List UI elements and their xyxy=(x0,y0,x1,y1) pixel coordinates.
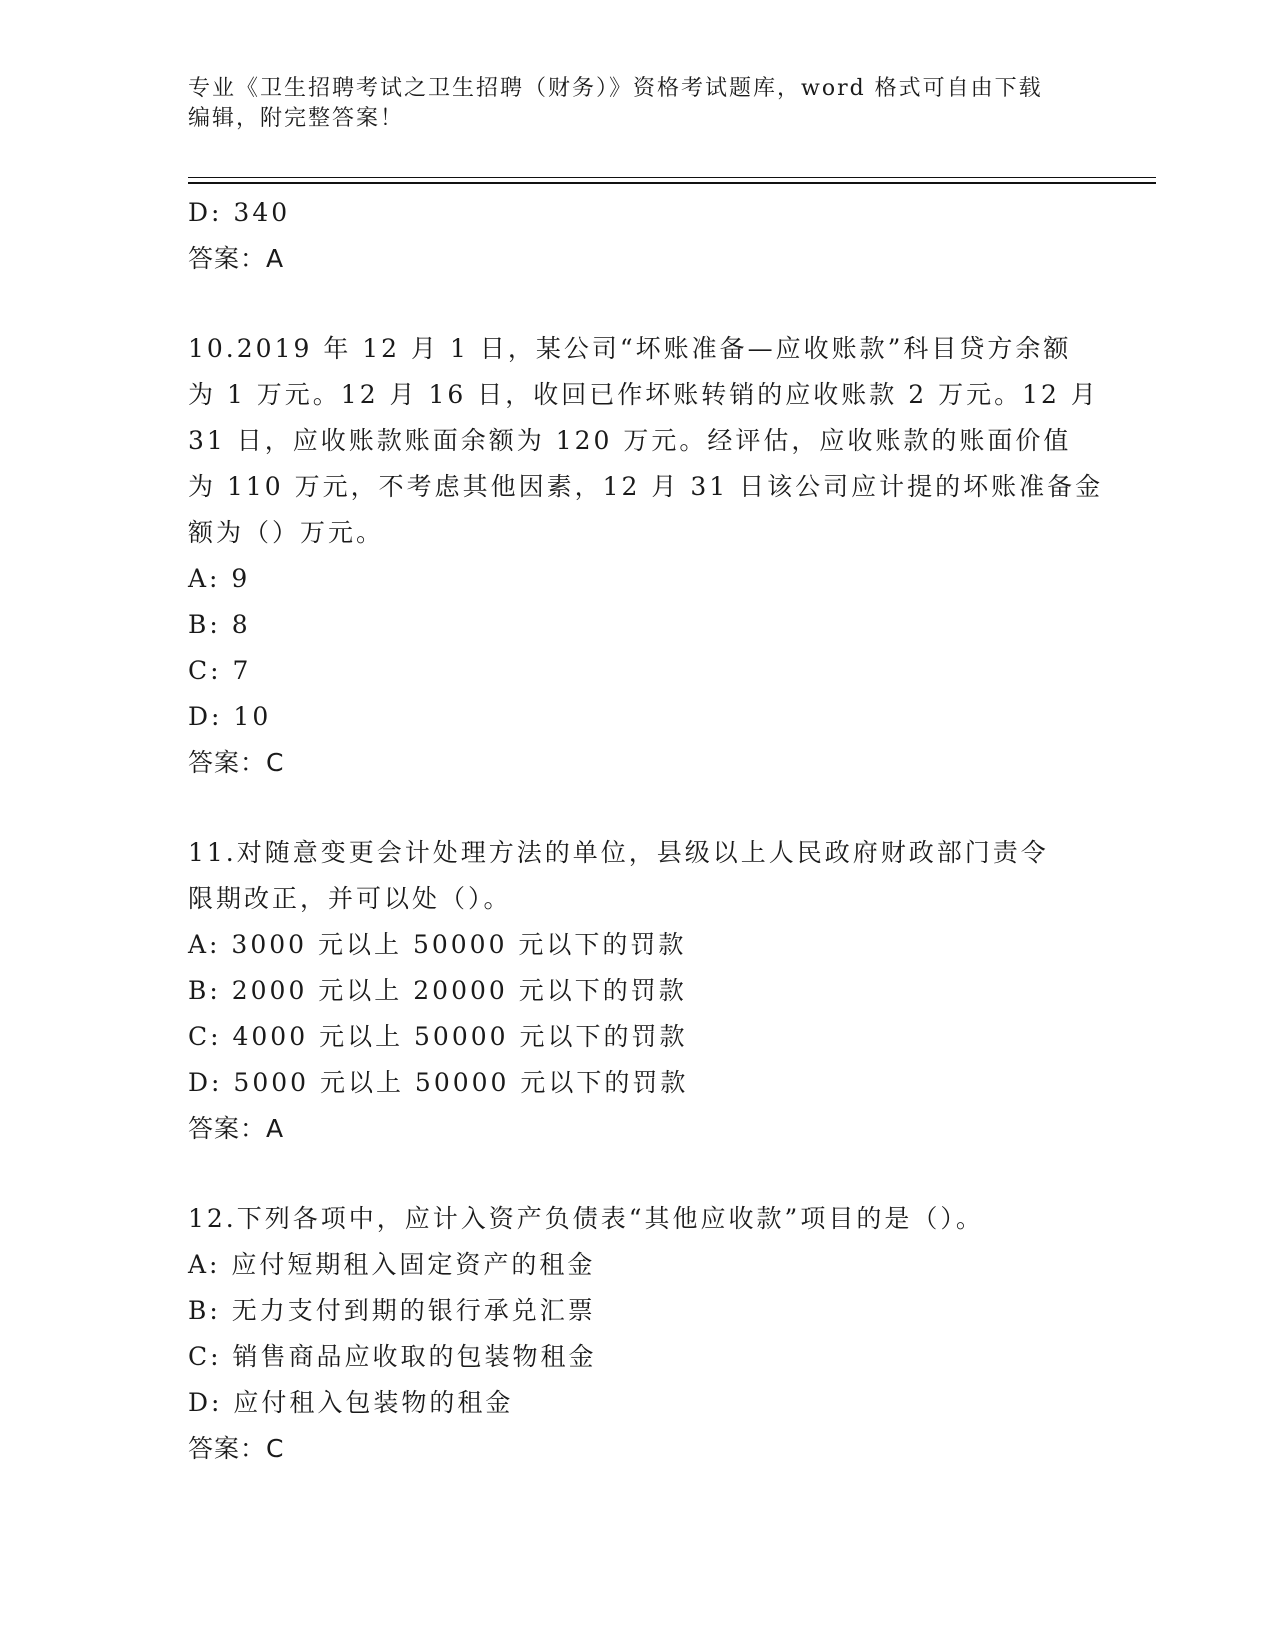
document-body xyxy=(188,190,1104,1472)
option-c: C: 4000 元以上 50000 元以下的罚款 xyxy=(188,1022,688,1051)
question-text-line: 为 1 万元。12 月 16 日，收回已作坏账转销的应收账款 2 万元。12 月 xyxy=(188,380,1099,409)
option-d: D: 5000 元以上 50000 元以下的罚款 xyxy=(188,1068,689,1097)
spacer xyxy=(188,282,1088,326)
option-a: A: 9 xyxy=(188,564,251,593)
question-10 xyxy=(188,326,1104,786)
answer: 答案：C xyxy=(188,748,285,777)
option-b: B: 无力支付到期的银行承兑汇票 xyxy=(188,1296,596,1325)
option-c: C: 销售商品应收取的包装物租金 xyxy=(188,1342,597,1371)
question-text-line: 为 110 万元，不考虑其他因素，12 月 31 日该公司应计提的坏账准备金 xyxy=(188,472,1104,501)
header-line-2: 编辑，附完整答案！ xyxy=(188,106,405,131)
answer: 答案：C xyxy=(188,1434,285,1463)
header-rule-thin xyxy=(188,177,1156,178)
answer: 答案：A xyxy=(188,1114,285,1143)
header-line-1: 专业《卫生招聘考试之卫生招聘（财务）》资格考试题库，word 格式可自由下载 xyxy=(188,76,1043,101)
header-rule-thick xyxy=(188,182,1156,184)
option-b: B: 8 xyxy=(188,610,251,639)
option-c: C: 7 xyxy=(188,656,252,685)
question-text-line: 31 日，应收账款账面余额为 120 万元。经评估，应收账款的账面价值 xyxy=(188,426,1072,455)
prev-answer: 答案：A xyxy=(188,244,285,273)
document-header xyxy=(188,74,1088,134)
option-a: A: 3000 元以上 50000 元以下的罚款 xyxy=(188,930,687,959)
option-d: D: 应付租入包装物的租金 xyxy=(188,1388,514,1417)
option-b: B: 2000 元以上 20000 元以下的罚款 xyxy=(188,976,687,1005)
option-a: A: 应付短期租入固定资产的租金 xyxy=(188,1250,596,1279)
question-text-line: 10.2019 年 12 月 1 日，某公司“坏账准备—应收账款”科目贷方余额 xyxy=(188,334,1072,363)
question-text-line: 限期改正，并可以处（）。 xyxy=(188,884,512,913)
spacer xyxy=(188,786,1088,830)
question-text-line: 11.对随意变更会计处理方法的单位，县级以上人民政府财政部门责令 xyxy=(188,838,1049,867)
option-d: D: 10 xyxy=(188,702,272,731)
spacer xyxy=(188,1152,1088,1196)
question-text-line: 12.下列各项中，应计入资产负债表“其他应收款”项目的是（）。 xyxy=(188,1204,984,1233)
question-11 xyxy=(188,830,1088,1152)
question-12 xyxy=(188,1196,1088,1472)
question-text-line: 额为（）万元。 xyxy=(188,518,385,547)
prev-option-d: D: 340 xyxy=(188,198,291,227)
